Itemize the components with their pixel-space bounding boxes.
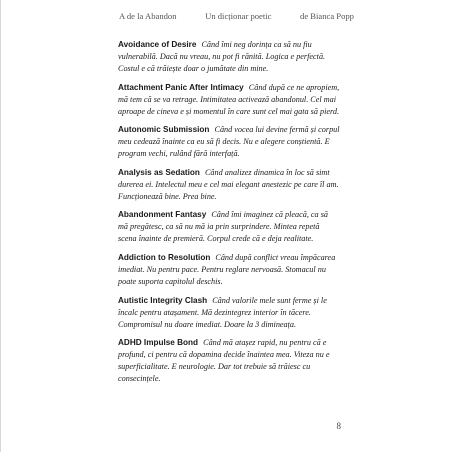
dictionary-entry bbox=[118, 167, 340, 203]
entry-definition: Când îmi neg dorința ca să nu fiu vulnerabilă. Dacă nu vreau, nu pot fi rănită. Logica e perfectă. Costul e că trăiește doar o jumătate din mine. bbox=[118, 40, 326, 73]
entry-term: Autonomic Submission bbox=[118, 125, 210, 135]
entry-definition: Când după conflict vreau împăcarea imediat. Nu pentru pace. Pentru reglare nervoasă. Stomacul nu poate suporta capitolul deschis. bbox=[118, 252, 336, 286]
entry-definition: Când mă atașez rapid, nu pentru că e profund, ci pentru că dopamina decide înaintea mea. Viteza nu e superficialitate. E neurologie. Dar tot trebuie să trăiesc cu consecințele. bbox=[118, 338, 330, 384]
header-book-title: Un dicționar poetic bbox=[205, 11, 272, 21]
entry-term: Avoidance of Desire bbox=[118, 40, 197, 49]
entry-term: ADHD Impulse Bond bbox=[118, 338, 199, 348]
dictionary-entry bbox=[118, 252, 340, 288]
entry-term: Analysis as Sedation bbox=[118, 167, 200, 177]
dictionary-entry bbox=[118, 295, 340, 331]
entry-term: Attachment Panic After Intimacy bbox=[118, 82, 244, 92]
header-chapter: A de la Abandon bbox=[119, 11, 177, 21]
entry-definition: Când analizez dinamica în loc să simt durerea ei. Intelectul meu e cel mai elegant anestezic pe care îl am. Funcționează bine. Prea bine. bbox=[118, 167, 339, 201]
dictionary-entry bbox=[118, 82, 340, 118]
entry-definition: Când după ce ne apropiem, mă tem că se va retrage. Intimitatea activează abandonul. Cel mai aproape de cineva e și momentul în care sunt cel mai gata să pierd. bbox=[118, 82, 340, 116]
running-header bbox=[119, 11, 354, 21]
dictionary-entry bbox=[118, 124, 340, 160]
dictionary-entry bbox=[118, 39, 340, 75]
dictionary-entries bbox=[118, 39, 340, 392]
dictionary-entry bbox=[118, 209, 340, 245]
entry-definition: Când vocea lui devine fermă și corpul meu cedează înainte ca eu să fi decis. Nu e alegere conștientă. E program vechi, rulând fără interfață. bbox=[118, 125, 340, 159]
dictionary-entry bbox=[118, 337, 340, 385]
entry-definition: Când valorile mele sunt ferme și le încalc pentru atașament. Mă dezintegrez interior în tăcere. Compromisul nu doare imediat. Doare la 3 dimineața. bbox=[118, 295, 327, 329]
header-author: de Bianca Popp bbox=[300, 11, 354, 21]
entry-term: Abandonment Fantasy bbox=[118, 210, 207, 220]
page-number: 8 bbox=[336, 421, 341, 431]
entry-definition: Când îmi imaginez că pleacă, ca să mă pregătesc, ca să nu mă ia prin surprindere. Mintea repetă scena înainte de premieră. Corpul crede că e deja realitate. bbox=[118, 210, 328, 244]
entry-term: Autistic Integrity Clash bbox=[118, 295, 208, 305]
entry-term: Addiction to Resolution bbox=[118, 252, 211, 262]
